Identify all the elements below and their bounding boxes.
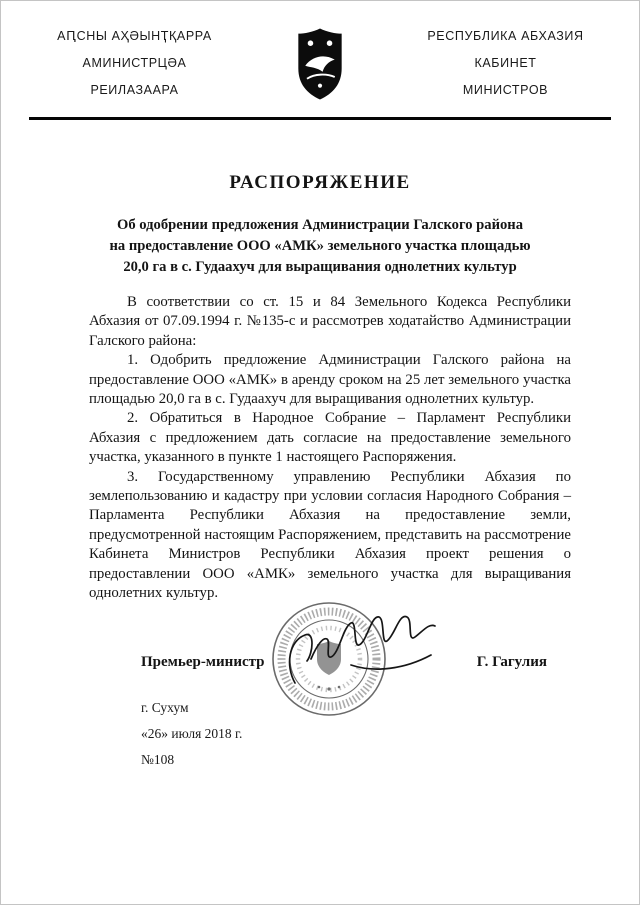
- intro-paragraph: В соответствии со ст. 15 и 84 Земельного Кодекса Республики Абхазия от 07.09.1994 г. №135-с и рассмотрев ходатайство Администрации Галского района:: [89, 294, 571, 349]
- footer-city: г. Сухум: [141, 699, 189, 715]
- signer-role: Премьер-министр: [141, 653, 265, 670]
- header-divider: [29, 117, 611, 120]
- subject-line: Об одобрении предложения Администрации Галского района: [117, 217, 523, 233]
- document-title: РАСПОРЯЖЕНИЕ: [229, 172, 411, 193]
- letterhead-abkhaz-line: РЕИЛАЗААРА: [90, 83, 179, 97]
- letterhead-russian-line: МИНИСТРОВ: [462, 83, 549, 97]
- document-footer: [141, 695, 639, 773]
- item-3-paragraph: 3. Государственному управлению Республики Абхазия по землепользованию и кадастру при условии согласия Народного Собрания – Парламента Республики Абхазия на предоставление земли, предусмотренной настоящим Распоряжением, представить на рассмотрение Кабинета Министров Республики Абхазия проект решения о предоставлении ООО «АМК» земельного участка для выращивания однолетних культур.: [89, 468, 571, 602]
- footer-number: №108: [141, 751, 175, 767]
- handwritten-signature-icon: [290, 617, 435, 683]
- coat-of-arms-icon: [291, 23, 349, 103]
- document-subject: [1, 215, 639, 278]
- letterhead-russian: [398, 23, 613, 104]
- signature-row: [141, 654, 547, 671]
- letterhead: [1, 1, 639, 104]
- subject-line: 20,0 га в с. Гудаахуч для выращивания однолетних культур: [123, 259, 517, 275]
- item-1-paragraph: 1. Одобрить предложение Администрации Галского района на предоставление ООО «АМК» в аренду сроком на 25 лет земельного участка площадью 20,0 га в с. Гудаахуч для выращивания однолетних культур.: [89, 352, 571, 408]
- letterhead-abkhaz-line: АԤСНЫ АҲӘЫНҬҚАРРА: [57, 29, 212, 43]
- subject-line: на предоставление ООО «АМК» земельного участка площадью: [109, 238, 531, 254]
- item-2-paragraph: 2. Обратиться в Народное Собрание – Парламент Республики Абхазия с предложением дать согласие на предоставление земельного участка, указанного в пункте 1 настоящего Распоряжения.: [89, 410, 571, 466]
- footer-date: «26» июля 2018 г.: [141, 725, 243, 741]
- letterhead-russian-line: КАБИНЕТ: [474, 56, 537, 70]
- letterhead-abkhaz: [27, 23, 242, 104]
- letterhead-russian-line: РЕСПУБЛИКА АБХАЗИЯ: [427, 29, 584, 43]
- document-body: [89, 293, 571, 604]
- letterhead-abkhaz-line: АМИНИСТРЦӘА: [82, 56, 187, 70]
- signer-name: Г. Гагулия: [476, 653, 547, 670]
